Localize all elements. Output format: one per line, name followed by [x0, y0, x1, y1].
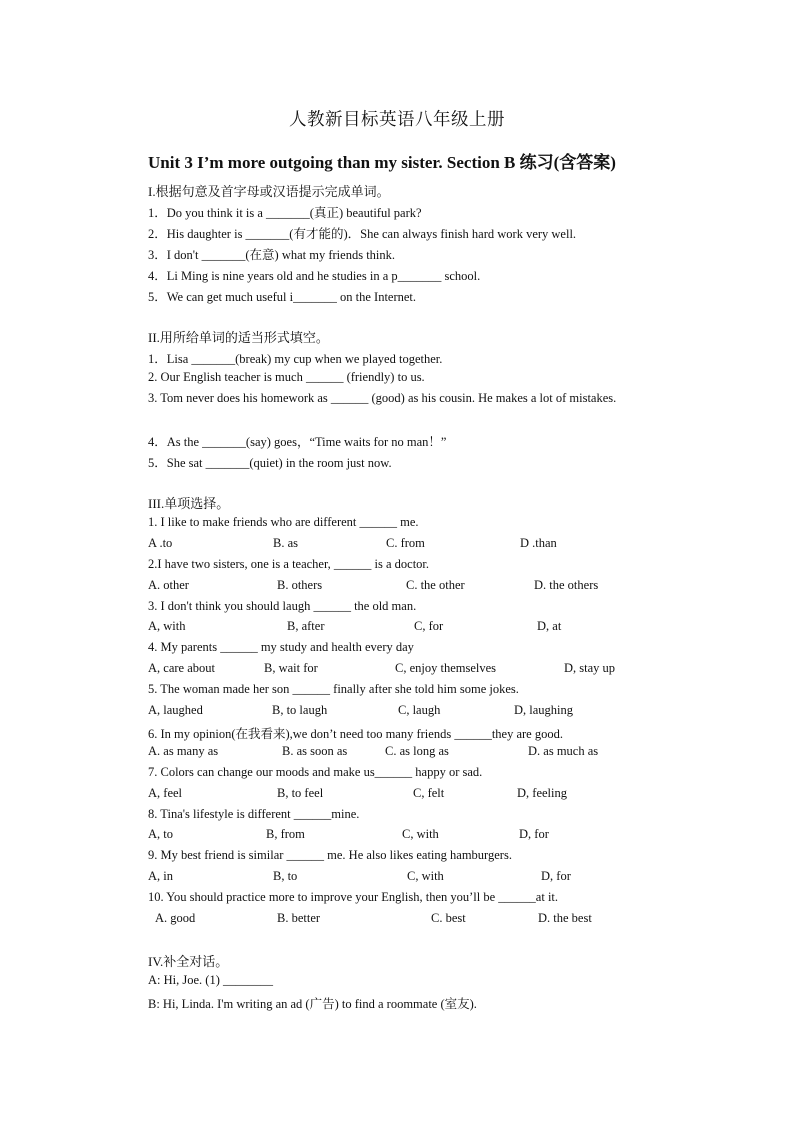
question-stem: 4. My parents ______ my study and health every day [148, 640, 414, 654]
section-1-item: 1．Do you think it is a _______(真正) beautiful park? [148, 206, 422, 220]
option-d: D, feeling [517, 786, 567, 800]
dialogue-line: B: Hi, Linda. I'm writing an ad (广告) to find a roommate (室友). [148, 997, 477, 1011]
option-d: D, stay up [564, 661, 616, 675]
option-c: C. as long as [385, 744, 449, 758]
option-c: C, enjoy themselves [395, 661, 497, 675]
option-b: B, to feel [277, 786, 324, 800]
section-1-heading: I.根据句意及首字母或汉语提示完成单词。 [148, 184, 390, 199]
option-c: C, with [402, 827, 439, 841]
section-1-item: 4．Li Ming is nine years old and he studies in a p_______ school. [148, 269, 481, 283]
page-subtitle: Unit 3 I’m more outgoing than my sister. Section B 练习(含答案) [148, 153, 616, 172]
option-d: D, laughing [514, 703, 574, 717]
option-d: D. the best [538, 911, 592, 925]
option-a: A, in [148, 869, 173, 883]
question-stem: 3. I don't think you should laugh ______ the old man. [148, 599, 417, 613]
question-stem: 8. Tina's lifestyle is different ______mine. [148, 807, 360, 821]
option-b: B, to [273, 869, 298, 883]
option-a: A, care about [148, 661, 215, 675]
section-2-item: 3. Tom never does his homework as ______ (good) as his cousin. He makes a lot of mistakes. [148, 391, 617, 405]
option-c: C, felt [413, 786, 445, 800]
option-d: D .than [520, 536, 557, 550]
question-stem: 10. You should practice more to improve your English, then you’ll be ______at it. [148, 890, 559, 904]
option-d: D, for [541, 869, 571, 883]
question-stem: 5. The woman made her son ______ finally after she told him some jokes. [148, 682, 519, 696]
option-c: C. best [431, 911, 466, 925]
option-a: A, feel [148, 786, 183, 800]
option-c: C, for [414, 619, 444, 633]
question-stem: 1. I like to make friends who are different ______ me. [148, 515, 419, 529]
section-1-item: 5．We can get much useful i_______ on the Internet. [148, 290, 417, 304]
section-2-item: 1．Lisa _______(break) my cup when we played together. [148, 352, 443, 366]
section-2-heading: II.用所给单词的适当形式填空。 [148, 330, 329, 345]
option-a: A. as many as [148, 744, 219, 758]
question-stem: 2.I have two sisters, one is a teacher, ______ is a doctor. [148, 557, 430, 571]
section-1-item: 2．His daughter is _______(有才能的)．She can always finish hard work very well. [148, 227, 577, 241]
section-4-heading: IV.补全对话。 [148, 954, 229, 969]
question-stem: 6. In my opinion(在我看来),we don’t need too many friends ______they are good. [148, 727, 563, 741]
option-b: B. as soon as [282, 744, 348, 758]
section-2-item: 5．She sat _______(quiet) in the room just now. [148, 456, 392, 470]
option-d: D. the others [534, 578, 599, 592]
option-b: B, from [266, 827, 305, 841]
section-3-heading: III.单项选择。 [148, 496, 230, 511]
option-b: B. better [277, 911, 321, 925]
option-a: A. good [155, 911, 196, 925]
section-2-item: 4．As the _______(say) goes，“Time waits for no man！” [148, 435, 447, 449]
section-1-item: 3．I don't _______(在意) what my friends think. [148, 248, 396, 262]
option-d: D. as much as [528, 744, 599, 758]
option-a: A. other [148, 578, 189, 592]
option-c: C, with [407, 869, 444, 883]
option-c: C. from [386, 536, 425, 550]
option-b: B, to laugh [272, 703, 328, 717]
option-a: A, with [148, 619, 186, 633]
page-title: 人教新目标英语八年级上册 [289, 109, 505, 129]
option-b: B. others [277, 578, 323, 592]
option-b: B, wait for [264, 661, 318, 675]
dialogue-line: A: Hi, Joe. (1) ________ [148, 973, 273, 987]
option-a: A, laughed [148, 703, 203, 717]
section-2-item: 2. Our English teacher is much ______ (friendly) to us. [148, 370, 425, 384]
question-stem: 9. My best friend is similar ______ me. He also likes eating hamburgers. [148, 848, 512, 862]
option-c: C. the other [406, 578, 465, 592]
option-a: A, to [148, 827, 173, 841]
option-d: D, for [519, 827, 549, 841]
option-c: C, laugh [398, 703, 441, 717]
option-d: D, at [537, 619, 562, 633]
option-b: B. as [273, 536, 298, 550]
question-stem: 7. Colors can change our moods and make us______ happy or sad. [148, 765, 483, 779]
option-a: A .to [148, 536, 173, 550]
option-b: B, after [287, 619, 325, 633]
